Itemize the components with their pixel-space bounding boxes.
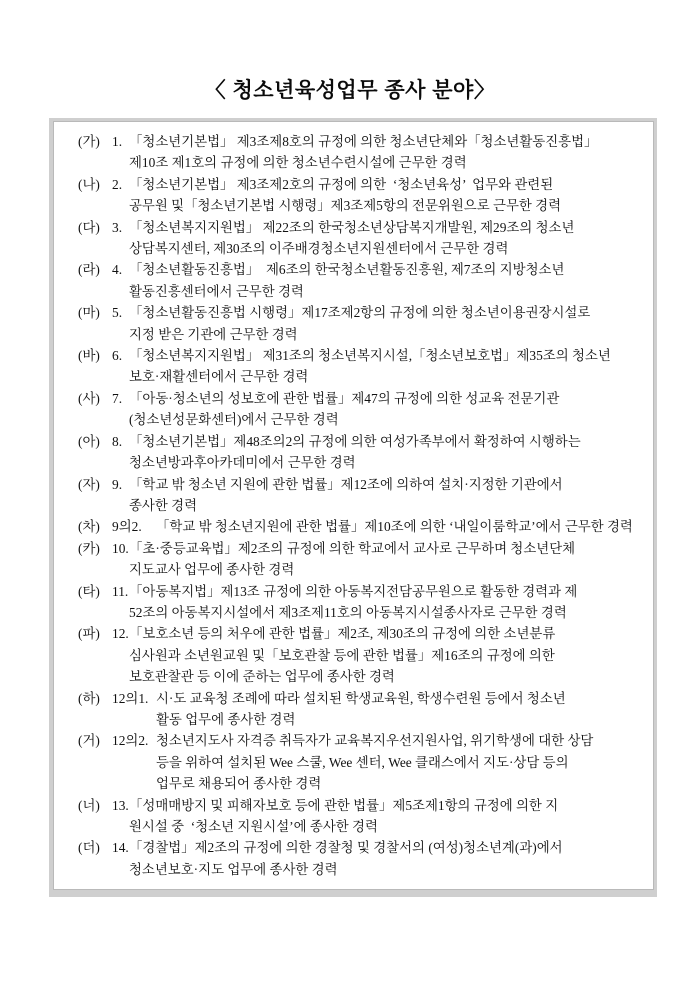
criteria-list [54,122,653,886]
list-item-text [129,217,645,260]
list-item-line: 「아동·청소년의 성보호에 관한 법률」제47의 규정에 의한 성교육 전문기관 [129,390,560,406]
list-item-line: 지정 받은 기관에 근무한 경력 [129,326,298,342]
list-item-label: (너) [78,797,100,813]
list-item-number: 2. [112,176,123,192]
list-item-line: 활동진흥센터에서 근무한 경력 [129,283,304,299]
list-item-number: 8. [112,433,123,449]
list-item [78,345,645,388]
list-item-text [129,623,645,687]
list-item-label: (더) [78,840,100,856]
list-item-number: 10. [112,540,129,556]
list-item-line: 52조의 아동복지시설에서 제3조제11호의 아동복지시설종사자로 근무한 경력 [129,604,567,620]
content-frame-inner [53,121,654,890]
list-item-text [129,302,645,345]
list-item-text [129,174,645,217]
list-item-line: 「청소년기본법」 제3조제2호의 규정에 의한 ‘청소년육성’ 업무와 관련된 [129,176,554,192]
list-item-text [129,474,645,517]
list-item [78,217,645,260]
list-item-number: 12의1. [112,690,149,706]
list-item-line: 보호관찰관 등 이에 준하는 업무에 종사한 경력 [129,669,395,685]
list-item-line: 제10조 제1호의 규정에 의한 청소년수련시설에 근무한 경력 [129,155,467,171]
list-item-line: 공무원 및「청소년기본법 시행령」제3조제5항의 전문위원으로 근무한 경력 [129,198,562,214]
list-item-text [129,581,645,624]
list-item-text [129,431,645,474]
list-item-line: 등을 위하여 설치된 Wee 스쿨, Wee 센터, Wee 클래스에서 지도·상담 등의 [156,754,569,770]
list-item-label: (사) [78,390,100,406]
list-item-label: (아) [78,433,100,449]
list-item-number: 1. [112,134,123,149]
list-item-label: (나) [78,176,100,192]
list-item-line: 업무로 채용되어 종사한 경력 [156,776,322,792]
list-item-number: 12. [112,626,129,642]
list-item-label: (카) [78,540,100,556]
list-item-line: 「청소년복지지원법」 제31조의 청소년복지시설,「청소년보호법」제35조의 청소년 [129,348,611,364]
list-item [78,516,645,537]
list-item-label: (타) [78,583,100,599]
list-item-line: 시·도 교육청 조례에 따라 설치된 학생교육원, 학생수련원 등에서 청소년 [156,690,566,706]
list-item-line: 청소년지도사 자격증 취득자가 교육복지우선지원사업, 위기학생에 대한 상담 [156,733,594,749]
list-item-label: (파) [78,626,100,642]
list-item-line: 「청소년활동진흥법」 제6조의 한국청소년활동진흥원, 제7조의 지방청소년 [129,262,565,278]
list-item-text [156,516,645,537]
list-item-number: 11. [112,583,129,599]
list-item-text [129,345,645,388]
list-item-line: 「청소년복지지원법」 제22조의 한국청소년상담복지개발원, 제29조의 청소년 [129,219,575,235]
list-item-number: 3. [112,219,123,235]
list-item-line: 청소년보호·지도 업무에 종사한 경력 [129,861,338,877]
list-item-line: 원시설 중 ‘청소년 지원시설’에 종사한 경력 [129,819,378,834]
list-item-line: 「성매매방지 및 피해자보호 등에 관한 법률」제5조제1항의 규정에 의한 지 [129,797,559,813]
list-item-number: 7. [112,390,123,406]
list-item-label: (다) [78,219,100,235]
list-item [78,388,645,431]
list-item-line: 「초·중등교육법」제2조의 규정에 의한 학교에서 교사로 근무하며 청소년단체 [129,540,576,556]
list-item-text [129,388,645,431]
list-item-line: 「청소년기본법」 제3조제8호의 규정에 의한 청소년단체와「청소년활동진흥법」 [129,134,598,149]
list-item-text [156,688,645,731]
list-item-label: (거) [78,733,100,749]
list-item-label: (가) [78,134,100,149]
list-item-line: (청소년성문화센터)에서 근무한 경력 [129,412,339,428]
list-item-label: (라) [78,262,100,278]
content-frame-outer [49,118,657,897]
list-item-line: 「학교 밖 청소년 지원에 관한 법률」제12조에 의하여 설치·지정한 기관에서 [129,476,563,492]
list-item [78,837,645,880]
list-item-line: 「보호소년 등의 처우에 관한 법률」제2조, 제30조의 규정에 의한 소년분류 [129,626,556,642]
list-item-number: 14. [112,840,129,856]
list-item-line: 활동 업무에 종사한 경력 [156,711,296,727]
list-item-number: 13. [112,797,129,813]
list-item-label: (하) [78,690,100,706]
list-item [78,431,645,474]
list-item-line: 지도교사 업무에 종사한 경력 [129,562,295,578]
list-item-label: (바) [78,348,100,364]
list-item-line: 심사원과 소년원교원 및「보호관찰 등에 관한 법률」제16조의 규정에 의한 [129,647,555,663]
list-item-line: 상담복지센터, 제30조의 이주배경청소년지원센터에서 근무한 경력 [129,241,509,257]
list-item [78,688,645,731]
list-item-text [129,837,645,880]
list-item [78,474,645,517]
list-item-line: 「청소년기본법」제48조의2의 규정에 의한 여성가족부에서 확정하여 시행하는 [129,433,581,449]
list-item-number: 9의2. [112,519,142,535]
list-item [78,131,645,174]
list-item-number: 5. [112,305,123,321]
list-item-line: 「청소년활동진흥법 시행령」제17조제2항의 규정에 의한 청소년이용권장시설로 [129,305,591,321]
list-item [78,581,645,624]
list-item-line: 보호·재활센터에서 근무한 경력 [129,369,309,385]
list-item [78,795,645,838]
list-item-label: (차) [78,519,100,535]
list-item-number: 4. [112,262,123,278]
list-item-line: 「학교 밖 청소년지원에 관한 법률」제10조에 의한 ‘내일이룸학교’에서 근무한 경력 [156,519,633,535]
list-item [78,730,645,794]
list-item-text [129,795,645,838]
list-item [78,623,645,687]
list-item-number: 6. [112,348,123,364]
list-item-text [129,538,645,581]
list-item-number: 9. [112,476,123,492]
list-item-text [156,730,645,794]
list-item-text [129,259,645,302]
list-item [78,259,645,302]
list-item-line: 종사한 경력 [129,497,198,513]
list-item-line: 청소년방과후아카데미에서 근무한 경력 [129,455,356,471]
list-item [78,538,645,581]
list-item [78,174,645,217]
list-item-line: 「경찰법」제2조의 규정에 의한 경찰청 및 경찰서의 (여성)청소년계(과)에서 [129,840,563,856]
list-item-number: 12의2. [112,733,149,749]
list-item [78,302,645,345]
list-item-line: 「아동복지법」제13조 규정에 의한 아동복지전담공무원으로 활동한 경력과 제 [129,583,578,599]
page-title: 〈 청소년육성업무 종사 분야〉 [204,79,496,102]
list-item-label: (마) [78,305,100,321]
list-item-label: (자) [78,476,100,492]
list-item-text [129,131,645,174]
